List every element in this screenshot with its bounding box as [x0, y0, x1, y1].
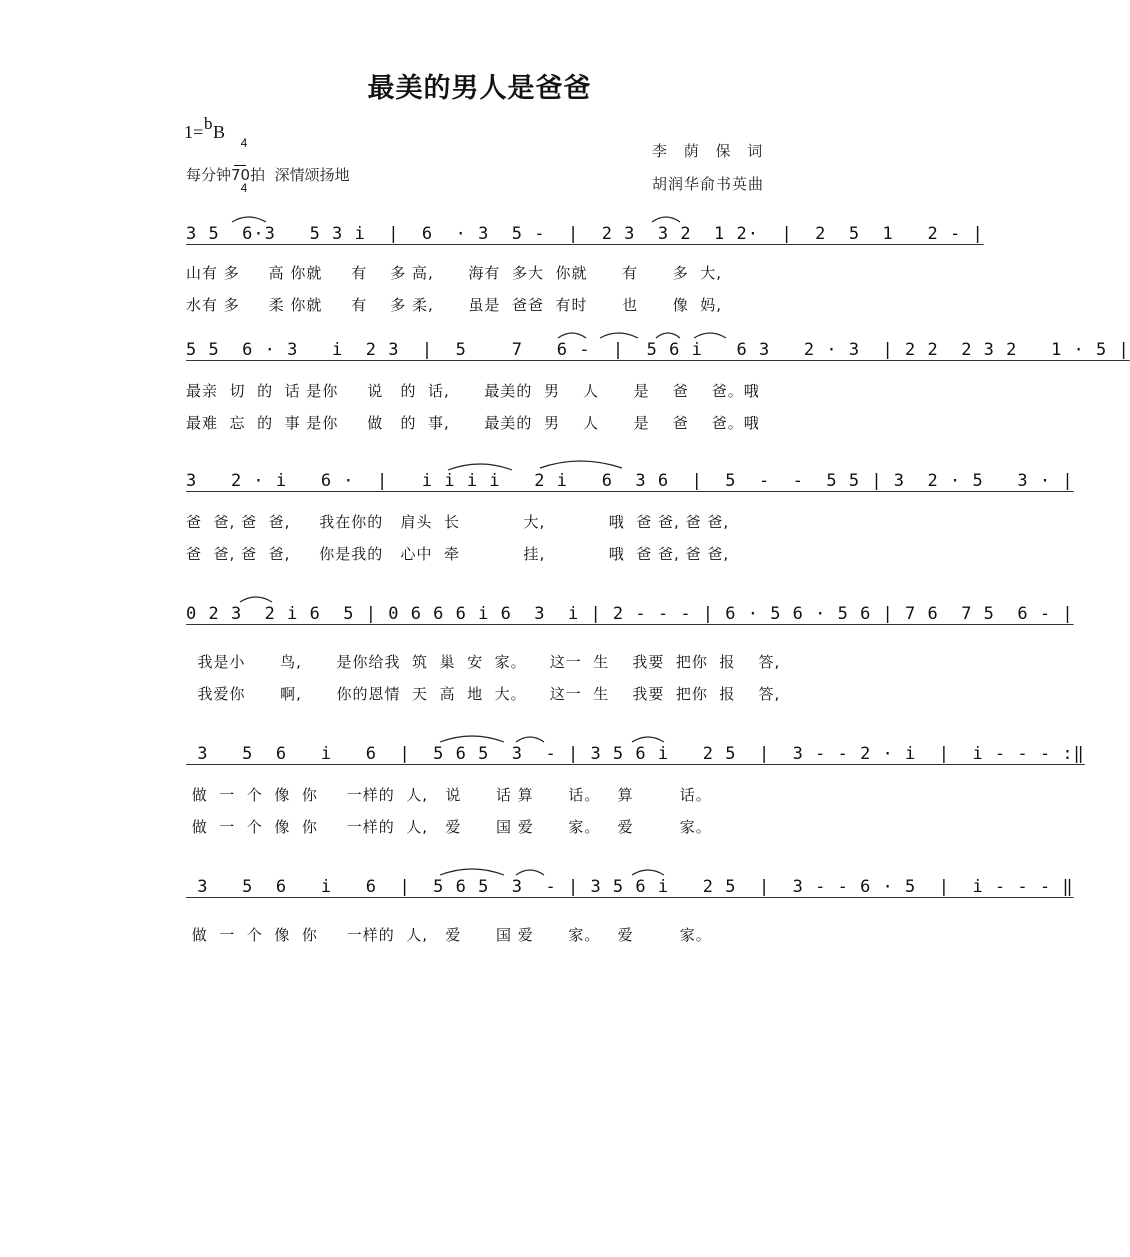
- slur-14: [516, 870, 544, 875]
- lyric-line-5a: 做 一 个 像 你 一样的 人, 说 话 算 话。 算 话。: [186, 786, 712, 804]
- flat-sign: b: [204, 114, 213, 133]
- time-numerator: 4: [240, 136, 248, 150]
- lyric-line-1b: 水有 多 柔 你就 有 多 柔, 虽是 爸爸 有时 也 像 妈,: [186, 296, 723, 314]
- slur-13: [440, 869, 504, 875]
- notation-line-1: 3 5 6·3 5 3 i | 6 · 3 5 - | 2 3 3 2 1 2· | 2 5 1 2 - |: [186, 224, 984, 244]
- composer-credit: 胡润华俞书英曲: [652, 175, 765, 193]
- notation-line-6: 3 5 6 i 6 | 5 6 5 3 - | 3 5 6 i 2 5 | 3 - - 6 · 5 | i - - - ‖: [186, 877, 1074, 897]
- lyric-line-5b: 做 一 个 像 你 一样的 人, 爱 国 爱 家。 爱 家。: [186, 818, 712, 836]
- slur-1: [232, 217, 266, 222]
- slur-12: [632, 737, 664, 742]
- notation-line-5: 3 5 6 i 6 | 5 6 5 3 - | 3 5 6 i 2 5 | 3 - - 2 · i | i - - - :‖: [186, 744, 1085, 764]
- time-denominator: 4: [240, 181, 248, 195]
- lyric-line-4a: 我是小 鸟, 是你给我 筑 巢 安 家。 这一 生 我要 把你 报 答,: [186, 653, 781, 671]
- tempo-marking: 每分钟70拍 深情颂扬地: [186, 166, 350, 184]
- lyric-line-3a: 爸 爸, 爸 爸, 我在你的 肩头 长 大, 哦 爸 爸, 爸 爸,: [186, 513, 730, 531]
- lyric-line-6a: 做 一 个 像 你 一样的 人, 爱 国 爱 家。 爱 家。: [186, 926, 712, 944]
- slur-4: [600, 333, 638, 338]
- slur-6: [694, 333, 726, 338]
- slur-2: [652, 217, 680, 222]
- lyric-line-4b: 我爱你 啊, 你的恩情 天 高 地 大。 这一 生 我要 把你 报 答,: [186, 685, 781, 703]
- slur-5: [656, 333, 680, 338]
- slur-7: [448, 464, 512, 470]
- lyric-line-2b: 最难 忘 的 事 是你 做 的 事, 最美的 男 人 是 爸 爸。哦: [186, 414, 760, 432]
- lyricist-credit: 李 荫 保 词: [652, 142, 769, 160]
- notation-line-2: 5 5 6 · 3 i 2 3 | 5 7 6 - | 5 6 i 6 3 2 · 3 | 2 2 2 3 2 1 · 5 |: [186, 340, 1130, 360]
- slur-3: [558, 333, 586, 338]
- slur-15: [632, 870, 664, 875]
- slur-9: [240, 597, 272, 602]
- song-title: 最美的男人是爸爸: [367, 73, 592, 104]
- slur-11: [516, 737, 544, 742]
- key-note: B: [213, 122, 226, 142]
- key-signature: 1=: [184, 122, 204, 142]
- slur-10: [440, 736, 504, 742]
- notation-line-4: 0 2 3 2 i 6 5 | 0 6 6 6 i 6 3 i | 2 - - - | 6 · 5 6 · 5 6 | 7 6 7 5 6 - |: [186, 604, 1074, 624]
- notation-line-3: 3 2 · i 6 · | i i i i 2 i 6 3 6 | 5 - - 5 5 | 3 2 · 5 3 · |: [186, 471, 1074, 491]
- lyric-line-1a: 山有 多 高 你就 有 多 高, 海有 多大 你就 有 多 大,: [186, 264, 723, 282]
- lyric-line-3b: 爸 爸, 爸 爸, 你是我的 心中 牵 挂, 哦 爸 爸, 爸 爸,: [186, 545, 730, 563]
- lyric-line-2a: 最亲 切 的 话 是你 说 的 话, 最美的 男 人 是 爸 爸。哦: [186, 382, 760, 400]
- slur-8: [540, 461, 622, 468]
